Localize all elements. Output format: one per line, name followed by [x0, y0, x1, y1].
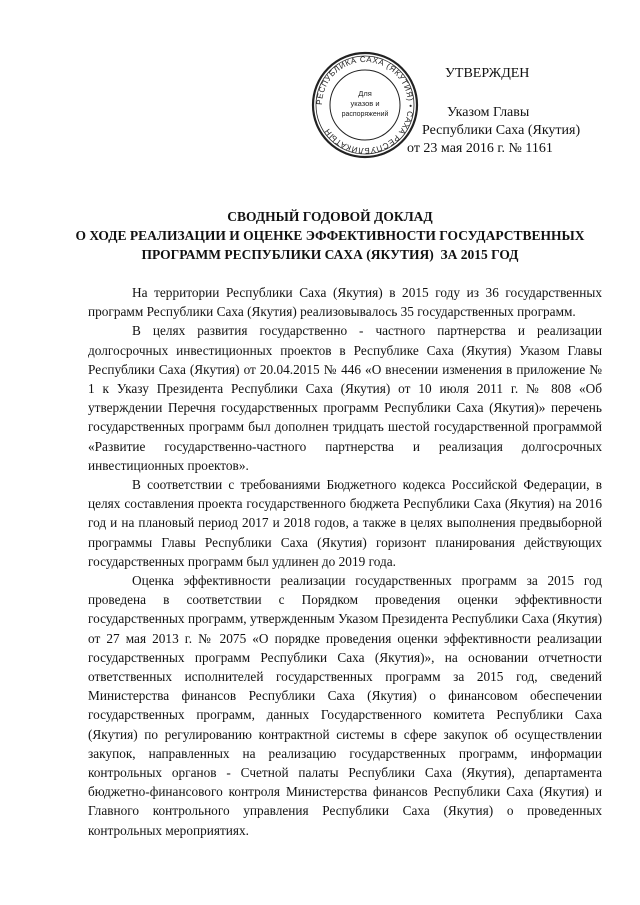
paragraph-2: В целях развития государственно - частного партнерства и реализации долгосрочных инвестиционных проектов в Республике Саха (Якутия) Указом Главы Республики Саха (Якутия) от 20.04.2015 № 446 «О внесении изменения в приложение № 1 к Указу Президента Республики Саха (Якутия) от 10 июля 2011 г. № 808 «Об утверждении Перечня государственных программ Республики Саха (Якутия)» перечень государственных программ был дополнен тридцать шестой государственной программой «Развитие государственно-частного партнерства и реализация долгосрочных инвестиционных проектов».: [88, 323, 602, 473]
official-seal-stamp: [310, 50, 420, 160]
document-title: [60, 207, 600, 264]
document-body: [88, 283, 602, 840]
paragraph-3: В соответствии с требованиями Бюджетного кодекса Российской Федерации, в целях составления проекта государственного бюджета Республики Саха (Якутия) на 2016 год и на плановый период 2017 и 2018 годов, а также в целях выполнения предвыборной программы Главы Республики Саха (Якутия) горизонт планирования действующих государственных программ был удлинен до 2019 года.: [88, 477, 602, 569]
seal-outer-text: РЕСПУБЛИКА САХА (ЯКУТИЯ) • САХА РЕСПУБЛИКАТЫН: [314, 54, 416, 156]
approval-line-1: Указом Главы: [447, 105, 530, 120]
title-line-3: ПРОГРАММ РЕСПУБЛИКИ САХА (ЯКУТИЯ) ЗА 2015 ГОД: [141, 247, 519, 262]
seal-inner-line-3: распоряжений: [341, 111, 389, 118]
approval-title: УТВЕРЖДЕН: [445, 66, 530, 81]
paragraph-4: Оценка эффективности реализации государственных программ за 2015 год проведена в соответствии с Порядком проведения оценки эффективности государственных программ, утвержденным Указом Президента Республики Саха (Якутия) от 27 мая 2013 г. № 2075 «О порядке проведения оценки эффективности реализации государственных программ Республики Саха (Якутия)», на основании отчетности ответственных исполнителей государственных программ за 2015 год, сведений Министерства финансов Республики Саха (Якутия) о финансовом обеспечении государственных программ, данных Государственного комитета Республики Саха (Якутия) по регулированию контрактной системы в сфере закупок об осуществлении закупок, направленных на реализацию государственных программ, информации контрольных органов - Счетной палаты Республики Саха (Якутия), департамента бюджетно-финансового контроля Министерства финансов Республики Саха (Якутия) и Главного контрольного управления Республики Саха (Якутия) о проведенных контрольных мероприятиях.: [88, 573, 602, 838]
approval-line-3: от 23 мая 2016 г. № 1161: [407, 141, 553, 156]
seal-inner-line-1: Для: [358, 89, 372, 98]
title-line-2: О ХОДЕ РЕАЛИЗАЦИИ И ОЦЕНКЕ ЭФФЕКТИВНОСТИ ГОСУДАРСТВЕННЫХ: [75, 228, 585, 243]
title-line-1: СВОДНЫЙ ГОДОВОЙ ДОКЛАД: [227, 209, 433, 224]
paragraph-1: На территории Республики Саха (Якутия) в 2015 году из 36 государственных программ Республики Саха (Якутия) реализовывалось 35 государственных программ.: [88, 285, 602, 320]
approval-line-2: Республики Саха (Якутия): [422, 123, 581, 138]
seal-inner-line-2: указов и: [350, 99, 380, 108]
